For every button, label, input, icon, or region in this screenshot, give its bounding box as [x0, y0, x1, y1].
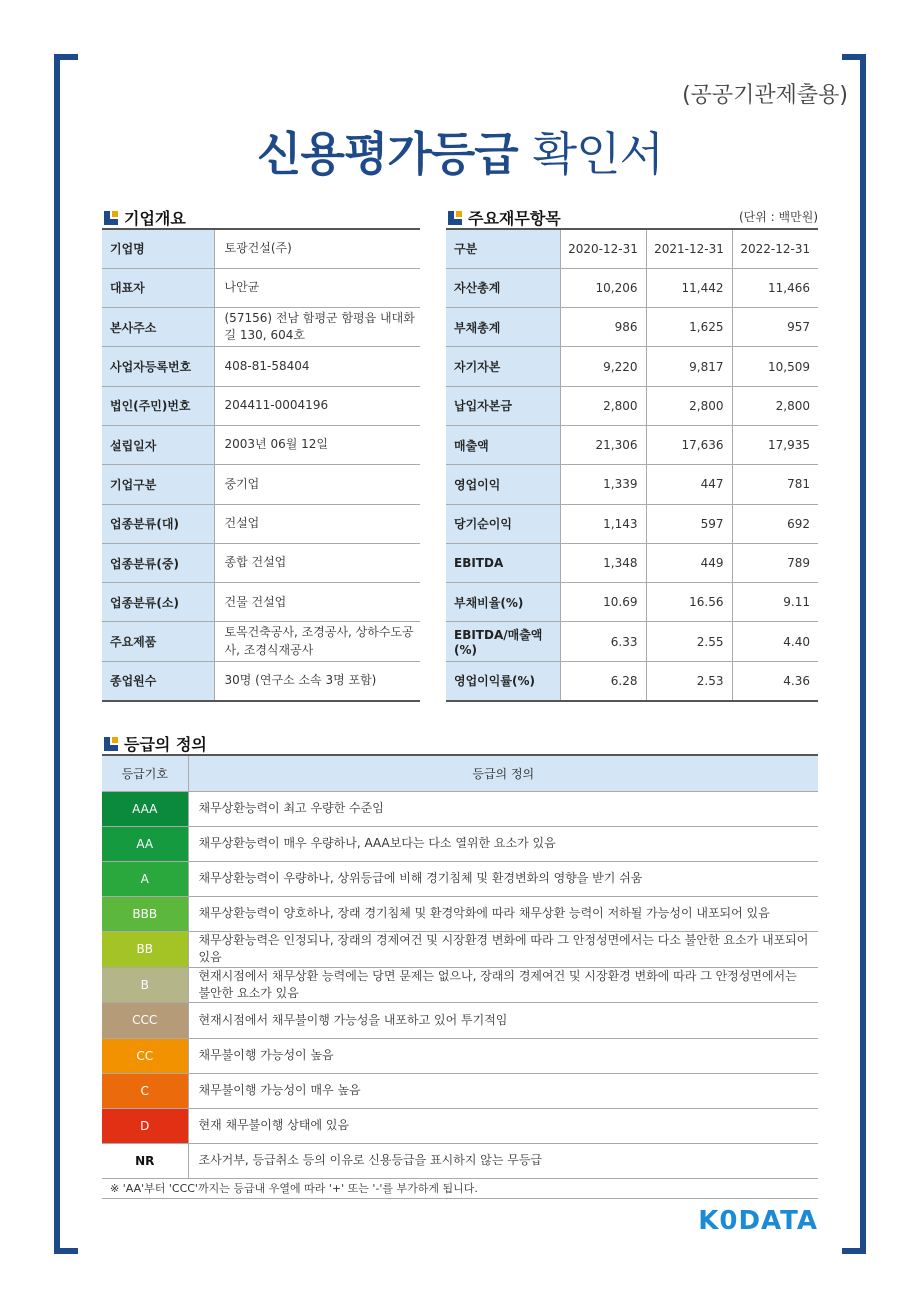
grade-row	[102, 896, 818, 931]
financial-value: 4.36	[732, 661, 818, 700]
financial-item-label: 영업이익률(%)	[446, 661, 560, 700]
financial-item-label: 자산총계	[446, 268, 560, 307]
company-field-value: 2003년 06월 12일	[214, 425, 420, 464]
grade-symbol: BB	[102, 931, 188, 967]
company-section-title: 기업개요	[124, 209, 186, 228]
grades-section-title: 등급의 정의	[124, 735, 207, 754]
grade-definition: 채무상환능력이 우량하나, 상위등급에 비해 경기침체 및 환경변화의 영향을 받기 쉬움	[188, 861, 818, 896]
frame-corner	[54, 1248, 78, 1254]
financial-value: 597	[646, 504, 732, 543]
company-overview-table	[102, 228, 420, 702]
company-row	[102, 543, 420, 582]
financial-value: 17,636	[646, 425, 732, 464]
company-field-label: 업종분류(중)	[102, 543, 214, 582]
company-field-label: 기업구분	[102, 465, 214, 504]
year-header: 2022-12-31	[732, 229, 818, 268]
financial-value: 1,143	[560, 504, 646, 543]
financial-value: 692	[732, 504, 818, 543]
financial-value: 2,800	[732, 386, 818, 425]
financial-value: 2,800	[560, 386, 646, 425]
company-row	[102, 229, 420, 268]
financial-value: 1,348	[560, 543, 646, 582]
financial-value: 449	[646, 543, 732, 582]
grade-symbol: D	[102, 1108, 188, 1143]
financials-header-row	[446, 229, 818, 268]
company-field-label: 설립일자	[102, 425, 214, 464]
financial-item-label: 부채비율(%)	[446, 583, 560, 622]
grade-symbol-header: 등급기호	[102, 755, 188, 791]
year-header: 2020-12-31	[560, 229, 646, 268]
divider	[102, 1198, 818, 1199]
section-bullet-icon	[104, 211, 118, 225]
financial-value: 10,206	[560, 268, 646, 307]
financials-table	[446, 228, 818, 702]
grade-row	[102, 1073, 818, 1108]
title-sub: 확인서	[532, 127, 663, 181]
grade-row	[102, 1038, 818, 1073]
financials-row	[446, 583, 818, 622]
section-bullet-icon	[448, 211, 462, 225]
grade-symbol: C	[102, 1073, 188, 1108]
financials-row	[446, 661, 818, 700]
financial-value: 11,466	[732, 268, 818, 307]
financial-value: 17,935	[732, 425, 818, 464]
financial-value: 9.11	[732, 583, 818, 622]
grade-definition-header: 등급의 정의	[188, 755, 818, 791]
financials-row	[446, 268, 818, 307]
grade-row	[102, 1108, 818, 1143]
grade-definition: 채무상환능력이 양호하나, 장래 경기침체 및 환경악화에 따라 채무상환 능력이 저하될 가능성이 내포되어 있음	[188, 896, 818, 931]
grade-row	[102, 967, 818, 1003]
company-field-label: 기업명	[102, 229, 214, 268]
grade-symbol: AAA	[102, 791, 188, 826]
company-row	[102, 425, 420, 464]
grade-definition: 현재시점에서 채무상환 능력에는 당면 문제는 없으나, 장래의 경제여건 및 시장환경 변화에 따라 그 안정성면에서는 불안한 요소가 있음	[188, 967, 818, 1003]
grade-definition: 현재 채무불이행 상태에 있음	[188, 1108, 818, 1143]
grade-definition: 조사거부, 등급취소 등의 이유로 신용등급을 표시하지 않는 무등급	[188, 1143, 818, 1178]
financial-value: 21,306	[560, 425, 646, 464]
grade-note: ※ 'AA'부터 'CCC'까지는 등급내 우열에 따라 '+' 또는 '-'를 부가하게 됩니다.	[110, 1182, 478, 1195]
grade-definition: 현재시점에서 채무불이행 가능성을 내포하고 있어 투기적임	[188, 1003, 818, 1038]
grade-definition: 채무상환능력이 최고 우량한 수준임	[188, 791, 818, 826]
financial-value: 789	[732, 543, 818, 582]
financial-value: 957	[732, 308, 818, 347]
grades-header-row	[102, 755, 818, 791]
company-field-label: 대표자	[102, 268, 214, 307]
financial-value: 10,509	[732, 347, 818, 386]
company-field-value: 408-81-58404	[214, 347, 420, 386]
page-title	[0, 118, 920, 184]
grade-row	[102, 931, 818, 967]
grade-row	[102, 1143, 818, 1178]
frame-border-right	[860, 54, 866, 1254]
financial-value: 9,220	[560, 347, 646, 386]
financial-value: 6.28	[560, 661, 646, 700]
company-section-heading	[104, 206, 186, 229]
financial-value: 11,442	[646, 268, 732, 307]
financials-row	[446, 425, 818, 464]
financial-value: 10.69	[560, 583, 646, 622]
grade-symbol: BBB	[102, 896, 188, 931]
grade-symbol: CCC	[102, 1003, 188, 1038]
financial-value: 16.56	[646, 583, 732, 622]
company-field-value: (57156) 전남 함평군 함평읍 내대화길 130, 604호	[214, 308, 420, 347]
company-field-value: 204411-0004196	[214, 386, 420, 425]
grade-row	[102, 1003, 818, 1038]
company-field-value: 토목건축공사, 조경공사, 상하수도공사, 조경식재공사	[214, 622, 420, 661]
company-field-value: 중기업	[214, 465, 420, 504]
year-header: 2021-12-31	[646, 229, 732, 268]
company-row	[102, 308, 420, 347]
frame-border-left	[54, 54, 60, 1254]
financial-value: 2.55	[646, 622, 732, 661]
grade-row	[102, 826, 818, 861]
financial-value: 9,817	[646, 347, 732, 386]
financial-value: 6.33	[560, 622, 646, 661]
grade-symbol: CC	[102, 1038, 188, 1073]
grade-row	[102, 861, 818, 896]
company-field-label: 법인(주민)번호	[102, 386, 214, 425]
title-main: 신용평가등급	[257, 127, 518, 181]
financials-row	[446, 308, 818, 347]
financial-value: 1,625	[646, 308, 732, 347]
unit-label: (단위 : 백만원)	[739, 210, 818, 224]
financial-item-label: 부채총계	[446, 308, 560, 347]
grades-section-heading	[104, 732, 207, 755]
financial-value: 2.53	[646, 661, 732, 700]
financial-value: 1,339	[560, 465, 646, 504]
financial-value: 447	[646, 465, 732, 504]
company-row	[102, 504, 420, 543]
financial-value: 986	[560, 308, 646, 347]
financials-header-label: 구분	[446, 229, 560, 268]
company-field-label: 종업원수	[102, 661, 214, 700]
grade-row	[102, 791, 818, 826]
company-field-value: 30명 (연구소 소속 3명 포함)	[214, 661, 420, 700]
grade-symbol: B	[102, 967, 188, 1003]
financial-value: 781	[732, 465, 818, 504]
financials-section-heading	[448, 206, 561, 229]
company-field-label: 업종분류(대)	[102, 504, 214, 543]
grade-definition: 채무상환능력이 매우 우량하나, AAA보다는 다소 열위한 요소가 있음	[188, 826, 818, 861]
company-row	[102, 661, 420, 700]
company-row	[102, 268, 420, 307]
financial-item-label: 영업이익	[446, 465, 560, 504]
grade-definition: 채무불이행 가능성이 매우 높음	[188, 1073, 818, 1108]
kodata-logo: K0DATA	[698, 1206, 818, 1236]
grade-definition: 채무불이행 가능성이 높음	[188, 1038, 818, 1073]
company-field-label: 업종분류(소)	[102, 583, 214, 622]
grade-symbol: NR	[102, 1143, 188, 1178]
financials-row	[446, 543, 818, 582]
financials-row	[446, 465, 818, 504]
grade-symbol: AA	[102, 826, 188, 861]
financials-row	[446, 347, 818, 386]
financials-row	[446, 622, 818, 661]
company-field-label: 사업자등록번호	[102, 347, 214, 386]
grade-symbol: A	[102, 861, 188, 896]
company-row	[102, 622, 420, 661]
company-row	[102, 465, 420, 504]
company-field-value: 토광건설(주)	[214, 229, 420, 268]
company-row	[102, 583, 420, 622]
company-field-value: 종합 건설업	[214, 543, 420, 582]
financial-item-label: EBITDA/매출액(%)	[446, 622, 560, 661]
financial-item-label: 납입자본금	[446, 386, 560, 425]
section-bullet-icon	[104, 737, 118, 751]
company-field-value: 나안균	[214, 268, 420, 307]
company-field-value: 건물 건설업	[214, 583, 420, 622]
financial-value: 2,800	[646, 386, 732, 425]
company-field-label: 주요제품	[102, 622, 214, 661]
financial-item-label: 당기순이익	[446, 504, 560, 543]
grade-definition-table	[102, 754, 818, 1179]
grade-definition: 채무상환능력은 인정되나, 장래의 경제여건 및 시장환경 변화에 따라 그 안정성면에서는 다소 불안한 요소가 내포되어 있음	[188, 931, 818, 967]
company-row	[102, 386, 420, 425]
frame-corner	[842, 1248, 866, 1254]
financials-row	[446, 386, 818, 425]
financial-value: 4.40	[732, 622, 818, 661]
financial-item-label: 매출액	[446, 425, 560, 464]
financial-item-label: 자기자본	[446, 347, 560, 386]
company-field-label: 본사주소	[102, 308, 214, 347]
company-field-value: 건설업	[214, 504, 420, 543]
financials-row	[446, 504, 818, 543]
financial-item-label: EBITDA	[446, 543, 560, 582]
document-subtitle: (공공기관제출용)	[682, 83, 848, 108]
company-row	[102, 347, 420, 386]
financials-section-title: 주요재무항목	[468, 209, 561, 228]
